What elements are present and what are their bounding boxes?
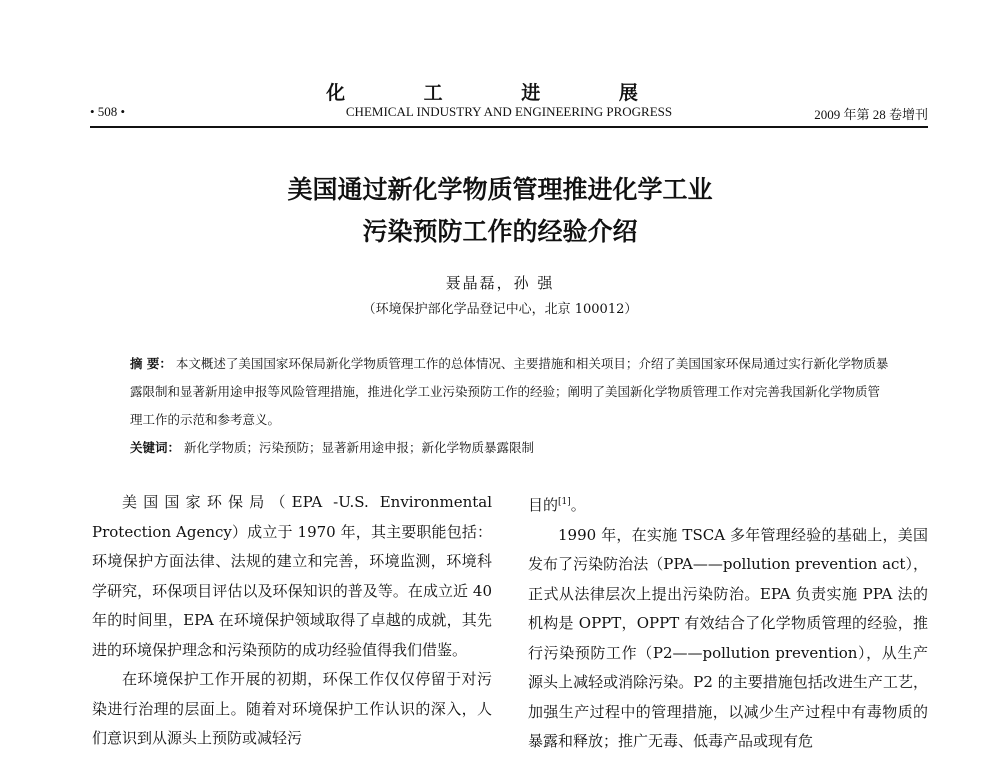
journal-name-chinese: 化 工 进 展: [326, 82, 674, 104]
keywords-label: 关键词：: [130, 440, 181, 455]
continued-text: 目的: [528, 496, 559, 514]
body-column-right: [528, 488, 928, 757]
body-column-left: [92, 488, 492, 754]
body-paragraph: 1990 年，在实施 TSCA 多年管理经验的基础上，美国发布了污染防治法（PPA——pollution prevention act），正式从法律层次上提出污染防治。EPA 负责实施 PPA 法的机构是 OPPT，OPPT 有效结合了化学物质管理的经验，推行污染预防工作（P2——pollution prevention），从生产源头上减轻或消除污染。P2 的主要措施包括改进生产工艺，加强生产过程中的管理措施，以减少生产过程中有毒物质的暴露和释放；推广无毒、低毒产品或现有危: [528, 525, 928, 750]
running-header: [90, 104, 928, 124]
continued-end: 。: [570, 496, 586, 514]
affiliation: （环境保护部化学品登记中心，北京 100012）: [362, 302, 638, 317]
body-paragraph: 在环境保护工作开展的初期，环保工作仅仅停留于对污染进行治理的层面上。随着对环境保护工作认识的深入，人们意识到从源头上预防或减轻污: [92, 670, 492, 747]
abstract-block: [130, 350, 890, 462]
article-title-line-2: 污染预防工作的经验介绍: [362, 217, 638, 246]
body-paragraph: 美国国家环保局（EPA -U.S. Environmental Protection Agency）成立于 1970 年，其主要职能包括：环境保护方面法律、法规的建立和完善，环境监测，环境科学研究，环保项目评估以及环保知识的普及等。在成立近 40 年的时间里，EPA 在环境保护领域取得了卓越的成就，其先进的环境保护理念和污染预防的成功经验值得我们借鉴。: [92, 493, 492, 659]
body-paragraph-continued: [528, 488, 928, 521]
issue-info: 2009 年第 28 卷增刊: [814, 107, 928, 122]
header-rule: [90, 126, 928, 128]
keywords-text: 新化学物质；污染预防；显著新用途申报；新化学物质暴露限制: [184, 440, 535, 455]
abstract-label: 摘 要：: [130, 356, 172, 371]
abstract: [130, 350, 890, 434]
abstract-text: 本文概述了美国国家环保局新化学物质管理工作的总体情况、主要措施和相关项目；介绍了美国国家环保局通过实行新化学物质暴露限制和显著新用途申报等风险管理措施，推进化学工业污染预防工作的经验；阐明了美国新化学物质管理工作对完善我国新化学物质管理工作的示范和参考意义。: [130, 356, 889, 427]
journal-name-english: CHEMICAL INDUSTRY AND ENGINEERING PROGRESS: [345, 104, 673, 119]
authors: 聂晶磊，孙 强: [445, 274, 555, 292]
page-number: • 508 •: [90, 104, 126, 119]
keywords: [130, 434, 890, 462]
article-title-line-1: 美国通过新化学物质管理推进化学工业: [287, 175, 713, 204]
citation-ref: [1]: [558, 497, 571, 507]
